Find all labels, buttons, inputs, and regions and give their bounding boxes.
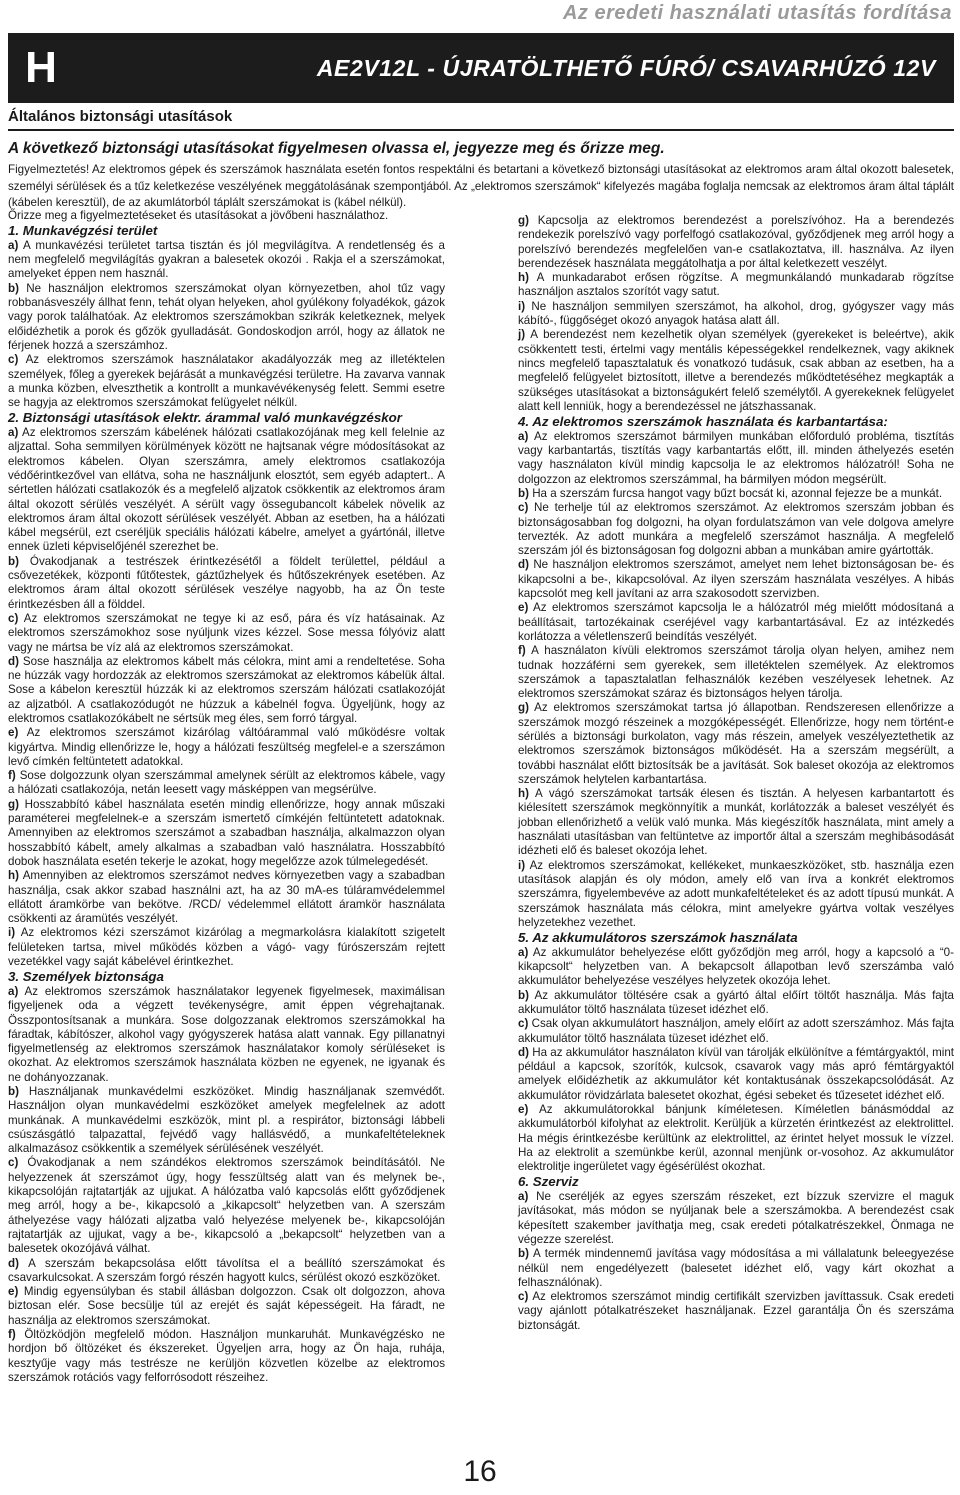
item-6c: c) Az elektromos szerszámot mindig certifikált szervizben javíttassuk. Csak eredeti vagy ajánlott pótalkatrészeket használjanak. Ezzel garantálja Ön és szerszáma biztonságát. bbox=[518, 1290, 954, 1332]
left-column bbox=[8, 209, 445, 1385]
item-2c: c) Az elektromos szerszámokat ne tegye ki az eső, pára és víz hatásainak. Az elektromos szerszámokhoz sose nyúljunk vizes kézzel. Sose messa fólyóviz alatt vagy ne mártsa be víz alá az elektromos szerszámokat. bbox=[8, 611, 445, 654]
item-5b: b) Az akkumulátor töltésére csak a gyártó által előírt töltőt használja. Más fajta akkumulátor töltő használata tüzeset idézhet elő. bbox=[518, 988, 954, 1016]
language-code: H bbox=[8, 33, 74, 103]
item-4g: g) Az elektromos szerszámokat tartsa jó állapotban. Rendszeresen ellenőrizze a szerszámok mozgó részeinek a mozgóképességét. Ellenőrizze, hogy nem történt-e sérülés a biztonsági burkolaton, vagy más részein, amelyek veszélyeztethetik az elektromos szerszámok biztonságos működését. Ha a szerszám megsérült, a további használat előtt biztosítsák be a javítását. Sok baleset okozója az elektromos szerszámok helytelen karbantartása. bbox=[518, 701, 954, 786]
item-3h: h) A munkadarabot erősen rögzítse. A megmunkálandó munkadarab rögzítse használjon asztalos szorítót vagy satut. bbox=[518, 271, 954, 299]
item-1c: c) Az elektromos szerszámok használatakor akadályozzák meg az illetéktelen személyek, főleg a gyerekek bejárását a munkavégzési területre. Ha zavarva vannak a munka közben, elveszthetik a kontrollt a munkavévékenység felett. Semmi esetre se hagyja az elektromos szerszámokat felügyelet nélkül. bbox=[8, 353, 445, 410]
heading-tool-use-maintenance: 4. Az elektromos szerszámok használata és karbantartása: bbox=[518, 414, 888, 430]
item-2e: e) Az elektromos szerszámot kizárólag váltóárammal való működésre voltak kigyártva. Mindig ellenőrizze le, hogy a hálózati feszültség megfelel-e a szerszámon levő címkén feltüntetett adatokkal. bbox=[8, 726, 445, 768]
item-3i: i) Ne használjon semmilyen szerszámot, ha alkohol, drog, gyógyszer vagy más kábító-, függőséget okozó anyagok hatása alatt áll. bbox=[518, 299, 954, 328]
intro-warning: Figyelmeztetés! Az elektromos gépek és szerszámok használata esetén fontos respektálni és betartani a következő biztonsági utasításokat az elektromos aram által okozott balesetek, személyi sérülések és a tűz keletkezése veszélyének meggátolásának szempontjából. Az „elektromos szerszámok“ kifelyezés magába foglalja nemcsak az elektromos áram által táplált (kábelen keresztül), de az akumlátorból táplált szerszámokat is (kábel nélkül). bbox=[8, 163, 954, 209]
item-2a: a) Az elektromos szerszám kábelének hálózati csatlakozójának meg kell felelnie az aljzattal. Soha semmilyen körülmények között ne hajtsanak végre módosításokat az elektromos kábelen. Olyan szerszámra, amely elektromos csatlakozója védőérintkezővel van ellátva, soha ne használjunk elosztót, sem egyéb adaptert.. A sértetlen hálózati csatlakozók és a megfelelő aljzatok csökkentik az elektromos áram által okozott sérülés veszélyét. A sérült vagy össegubancolt kábelek növelik az elektromos áram által okozott sérülések veszélyét. Abban az esetben, ha a hálózati kábel megsérül, ezt cseréljük speciális hálózati kábelre, amelyet a gyártónál, illetve ennek üzleti képviselőjénél szerezhet be. bbox=[8, 426, 445, 554]
item-4f: f) A használaton kívüli elektromos szerszámot tárolja olyan helyen, amihez nem tudnak hozzáférni sem gyerekek, sem illetéktelen személyek. Az elektromos szerszámok a tapasztalatlan felhasználók kezében veszélyesek lehetnek. Az elektromos szerszámokat száraz és biztonságos helyen tárolja. bbox=[518, 644, 954, 701]
heading-service: 6. Szerviz bbox=[518, 1174, 579, 1190]
item-3a: a) Az elektromos szerszámok használatakor legyenek figyelmesek, maximálisan figyeljenek oda a végzett tevékenységre, amit éppen végrehajtanak. Összpontosítsanak a munkára. Sose dolgozzanak elektromos szerszámokkal ha fáradtak, kábítószer, alkohol vagy gyógyszerek hatása alatt vannak. Egy pillanatnyi figyelmetlenség az elektromos szerszámok használatakor komoly sérüléseket is okozhat. Az elektromos szerszámok használata közben ne egyenek, ne igyanak és ne dohányozzanak. bbox=[8, 984, 445, 1084]
page-number: 16 bbox=[463, 1455, 497, 1488]
keep-instructions: Őrizze meg a figyelmeztetéseket és utasításokat a jövőbeni használathoz. bbox=[8, 209, 389, 222]
item-2i: i) Az elektromos kézi szerszámot kizárólag a megmarkolásra kialakított szigetelt felületeken tartsa, mivel működés közben a vágó- vagy fúrószerszám rejtett vezetékkel vagy saját kábelével érintkezhet. bbox=[8, 926, 445, 969]
item-4a: a) Az elektromos szerszámot bármilyen munkában előforduló probléma, tisztítás vagy karbantartás, tisztítás vagy karbantartás előtt, ill. minden áthelyezés esetén vagy használaton kívül mindig kapcsolja le az elektromos hálózatról! Soha ne dolgozzon az elektromos szerszámmal, ha bármilyen módon megsérült. bbox=[518, 429, 954, 486]
heading-personal-safety: 3. Személyek biztonsága bbox=[8, 969, 164, 985]
item-2f: f) Sose dolgozzunk olyan szerszámmal amelynek sérült az elektromos kábele, vagy a hálózati csatlakozója, netán leesett vagy másképpen van megsérülve. bbox=[8, 769, 446, 797]
item-6a: a) Ne cseréljék az egyes szerszám részeket, ezt bízzuk szervizre el maguk javításokat, más módon se nyúljanak bele a szerszámokba. A berendezést csak képesített szakember javíthatja meg, csak eredeti pótalkatrészekkel, Önmaga ne végezze szerelést. bbox=[518, 1190, 954, 1246]
heading-electrical-safety: 2. Biztonsági utasítások elektr. árammal való munkavégzéskor bbox=[8, 410, 402, 426]
item-6b: b) A termék mindennemű javítása vagy módosítása a mi vállalatunk beleegyezése nélkül nem engedélyezett (balesetet idézhet elő, vagy kárt okozhat a felhasználónak). bbox=[518, 1247, 954, 1289]
item-3e: e) Mindig egyensúlyban és stabil állásban dolgozzon. Csak olt dolgozzon, ahova biztosan elér. Sose becsülje túl az erejét és saját képességeit. Ha fáradt, ne használja az elektromos szerszámokat. bbox=[8, 1285, 445, 1327]
item-3c: c) Óvakodjanak a nem szándékos elektromos szerszámok beindításától. Ne helyezzenek át szerszámot úgy, hogy fesszültség alatt van és melynek be-, kikapcsolóján rajtatartják az ujjukat. A hálózatba való kapcsolás előtt győződjenek meg arról, hogy a be-, kikapcsoló a „kikapcsolt“ helyzetben van. A szerszám áthelyezése vagy hálózati aljzatba való helyezése melyenek be-, kikapcsolóján rajtatartják az ujjukat, vagy a be-, kikapcsoló a „bekapcsolt“ helyzetben van a balesetek okozójává válhat. bbox=[8, 1156, 445, 1256]
item-2g: g) Hosszabbító kábel használata esetén mindig ellenőrizze, hogy annak műszaki paraméterei megfelelnek-e a szerszám ismertető címkéjén feltüntetett adatoknak. Amennyiben az elektromos szerszámot a szabadban használja, alkalmazzon olyan hosszabbító kábelt, amely alkalmas a szabadban való használatra. Hosszabbító dobok használata esetén tekerje le azokat, hogy megelőzze azok túlmelegedését. bbox=[8, 797, 445, 868]
item-3j: j) A berendezést nem kezelhetik olyan személyek (gyerekeket is beleértve), akik csökkentett testi, értelmi vagy mentális képességekkel rendelkeznek, vagy akiknek nincs megfelelő tapasztalatuk és vonatkozó tudásuk, csak abban az esetben, ha a megfelelő felügyelet biztosított, illetve a berendezés működtetéséhez megkapták a szükséges utasításokat a biztonságukért felelő személytől. A gyerekeknek felügyelet alatt kell lenniük, hogy a berendezéssel ne játszhassanak. bbox=[518, 328, 954, 413]
item-2b: b) Óvakodjanak a testrészek érintkezésétől a földelt területtel, például a csővezetékek, központi fűtőtestek, gáztűzhelyek és hűtőszekrények esetében. Az elektromos áram által okozott sérülések veszélye nagyobb, ha az Ön teste érintkezésben áll a földdel. bbox=[8, 554, 445, 611]
section-subtitle: Általános biztonsági utasítások bbox=[8, 108, 954, 131]
item-3f: f) Öltözködjön megfelelő módon. Használjon munkaruhát. Munkavégzésko ne hordjon bő öltözéket és ékszereket. Ügyeljen arra, hogy az Ön haja, ruhája, kesztyűje vagy más testrésze ne kerüljön közvetlen közelbe az elektromos szerszámok rotációs vagy felforrósodott részeihez. bbox=[8, 1328, 445, 1384]
item-3g: g) Kapcsolja az elektromos berendezést a porelszívóhoz. Ha a berendezés rendekezik porelszívó vagy porfelfogó csatlakozóval, győződjenek meg arról hogy a porelszívó berendezés megfelelően van-e csatlakoztatva, ill. használva. Az ilyen berendezések használata meggátolhatja a por által keletkezett veszélyt. bbox=[518, 214, 954, 270]
translation-note: Az eredeti használati utasítás fordítása bbox=[562, 2, 952, 24]
heading-work-area: 1. Munkavégzési terület bbox=[8, 223, 158, 239]
item-4h: h) A vágó szerszámokat tartsák élesen és tisztán. A helyesen karbantartott és kiélesített szerszámok megkönnyítik a munkát, korlátozzák a baleset veszélyét és jobban ellenőrizhető a velük való munka. Más kiegészítők használata, mint amely a használati utasításban van feltüntetve az importőr által a szerszám meghibásodását idézheti elő és baleset okozója lehet. bbox=[518, 787, 954, 858]
item-3d: d) A szerszám bekapcsolása előtt távolítsa el a beállító szerszámokat és csavarkulcsokat. A szerszám forgó részén hagyott kulcs, sérülést okozó eszközöket. bbox=[8, 1256, 445, 1284]
heading-battery-tools: 5. Az akkumulátoros szerszámok használata bbox=[518, 930, 798, 946]
lead-instruction: A következő biztonsági utasításokat figyelmesen olvassa el, jegyezze meg és őrizze meg. bbox=[8, 140, 665, 157]
item-4b: b) Ha a szerszám furcsa hangot vagy bűzt bocsát ki, azonnal fejezze be a munkát. bbox=[518, 486, 943, 500]
item-5c: c) Csak olyan akkumulátort használjon, amely előírt az adott szerszámhoz. Más fajta akkumulátor töltő használata tüzeset idézhet elő. bbox=[518, 1017, 954, 1045]
item-3b: b) Használjanak munkavédelmi eszközöket. Mindig használjanak szemvédőt. Használjon olyan munkavédelmi eszközöket amelyek megfelelnek az adott munkának. A munkavédelmi eszközök, mint pl. a respirátor, biztonsági lábbeli csúszásgátló talpazattal, fejvédő vagy hallásvédő, a munkafeltételeknek alkalmazásoz csökkentik a személyek sérülésének veszélyét. bbox=[8, 1085, 445, 1156]
right-column bbox=[518, 214, 954, 1333]
item-5a: a) Az akkumulátor behelyezése előtt győződjön meg arról, hogy a kapcsoló a “0-kikapcsolt“ helyzetben van. A bekapcsolt állapotban levő szerszámba való akkumulátor behelyezése veszélyes helyzetek okozója lehet. bbox=[518, 945, 954, 988]
item-2h: h) Amennyiben az elektromos szerszámot nedves környezetben vagy a szabadban használja, csak akkor szabad használni azt, ha az 30 mA-es túláramvédelemmel ellátott áramkörbe van bekötve. /RCD/ védelemmel ellátott áramkör használata csökkenti az áramütés veszélyét. bbox=[8, 869, 445, 926]
item-2d: d) Sose használja az elektromos kábelt más célokra, mint ami a rendeltetése. Soha ne húzzák vagy hordozzák az elektromos szerszámokat az elektromos kábelük által. Sose a kábelon keresztül húzzák ki az elektromos szerszám hálózati csatlakozóját az aljzatból. A csatlakozódugót ne húzzuk a kábelnél fogva. Ügyeljünk, hogy az elektromos csatlakozókábelt ne sértsük meg éles, sem forró tárgyal. bbox=[8, 654, 445, 725]
item-4e: e) Az elektromos szerszámot kapcsolja le a hálózatról még mielőtt módosítaná a beállításait, tartozékainak cseréjével vagy karbantartásával. Ez az intézkedés korlátozza a véletlenszerű beindítás veszélyét. bbox=[518, 601, 954, 643]
item-1b: b) Ne használjon elektromos szerszámokat olyan környezetben, ahol tűz vagy robbanásveszély állhat fenn, tehát olyan helyeken, ahol gyúlékony folyadékok, gázok vagy porok találhatóak. Az elektromos szerszámokban szikrák keletkeznek, melyek előidézhetik a porok és gőzök gyulladását. Gondoskodjon arról, hogy az állatok ne férjenek hozzá a szerszámhoz. bbox=[8, 281, 445, 352]
item-1a: a) A munkavézési területet tartsa tisztán és jól megvilágítva. A rendetlenség és a nem megfelelő megvilágítás gyakran a balesetek okozói . Rakja el a szerszámokat, amelyeket éppen nem használ. bbox=[8, 238, 445, 281]
item-5d: d) Ha az akkumulátor használaton kívül van tárolják elkülönítve a fémtárgyaktól, mint például a kapcsok, szorítók, kulcsok, csavarok vagy más apró fémtárgyaktól amelyek előidézhetik az akkumulátor két kontaktusának összekapcsolódását. Az akkumulátor rövidzárlata balesetet okozhat, égési sebeket és tűzesetet idézhet elő. bbox=[518, 1045, 954, 1102]
item-4i: i) Az elektromos szerszámokat, kellékeket, munkaeszközöket, stb. használja ezen utasítások alapján és oly módon, amely elő van írva a konkrét elektromos szerszámra, figyelembevéve az adott munkafeltételeket és az adott típusú munkát. A szerszámok használata más célokra, mint amelyekre gyártva voltak veszélyes helyzetekhez vezethet. bbox=[518, 858, 954, 929]
item-4d: d) Ne használjon elektromos szerszámot, amelyet nem lehet biztonságosan be- és kikapcsolni a be-, kikapcsolóval. Az ilyen szerszám használata veszélyes. A hibás kapcsolót meg kell javítani az arra szakosodott szervizben. bbox=[518, 558, 954, 601]
item-5e: e) Az akkumulátorokkal bánjunk kíméletesen. Kíméletlen bánásmóddal az akkumulátorból kifolyhat az elektrolit. Kerüljük a kürzetén érintkezést az elektrolittel. Ha mégis érintkezésbe kerültünk az elektrolittel, az érintet helyet mossuk le vízzel. Ha az elektrolit a szemünkbe kerül, azonnal menjünk or-vosohoz. Az akkumulátor elektrolitje ingerületet vagy égésérülést okozhat. bbox=[518, 1103, 954, 1174]
product-title: AE2V12L - ÚJRATÖLTHETŐ FÚRÓ/ CSAVARHÚZÓ 12V bbox=[74, 33, 954, 103]
item-4c: c) Ne terhelje túl az elektromos szerszámot. Az elektromos szerszám jobban és biztonságosabban fog dolgozni, ha olyan fordulatszámon van vele dolgova amelyre tervezték. Az adott munkára a megfelelő szerszámot használja. A megfelelő szerszám jól és biztonságosan fog dolgozni abban a munkában amire gyártották. bbox=[518, 501, 954, 558]
